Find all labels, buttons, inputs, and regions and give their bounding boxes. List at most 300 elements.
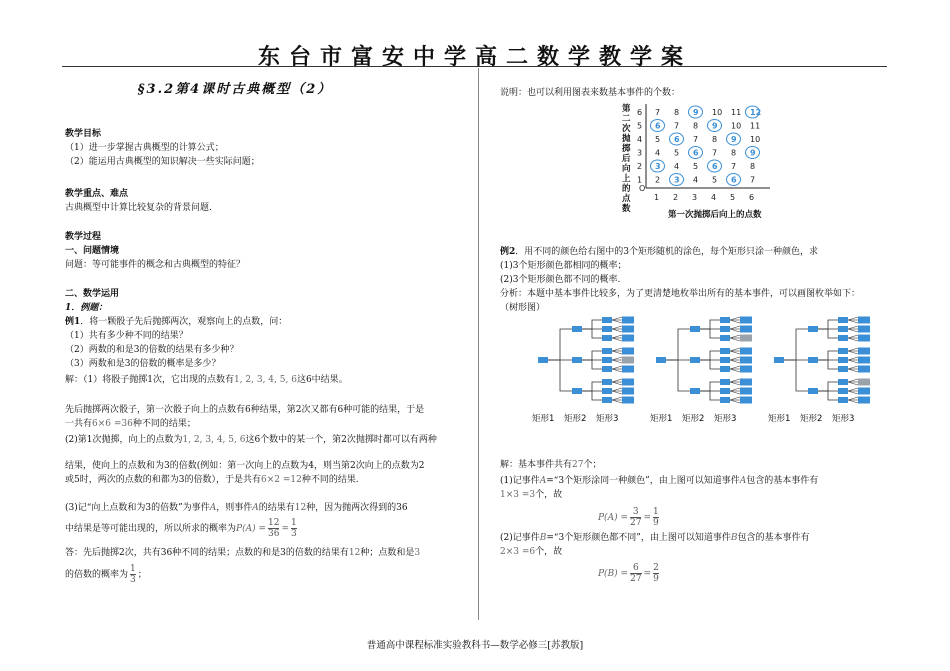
section-1-text: 问题：等可能事件的概念和古典概型的特征？ <box>65 260 246 270</box>
tree-node-level2 <box>720 366 730 372</box>
tree-leaf-branch <box>612 326 622 329</box>
example-2-text: ．用不同的颜色给右图中的3个矩形随机的涂色，每个矩形只涂一种颜色，求 <box>515 247 818 257</box>
grid-cell: 6 <box>655 121 661 131</box>
page-footer: 普通高中课程标准实验教科书—数学必修三[苏教版] <box>366 640 584 651</box>
event-b: B <box>539 533 547 543</box>
fraction-2-9 <box>653 563 659 584</box>
denominator: 9 <box>653 574 659 584</box>
tree-branch <box>700 329 720 338</box>
result-3-math: 1×3 =3 <box>500 490 536 500</box>
solution-6a: 或5时，两次的点数的和都为3的倍数），于是共有 <box>65 475 261 485</box>
tree-leaf-branch <box>730 338 740 341</box>
tree-leaf-branch <box>612 382 622 385</box>
tree-leaf <box>740 326 752 333</box>
goal-2: （2）能运用古典概型的知识解决一些实际问题； <box>65 157 260 167</box>
grid-x-tick: 4 <box>711 193 717 202</box>
result-line-4 <box>500 531 810 545</box>
solution-7b: ，则事件 <box>216 503 253 513</box>
tree-node-level2 <box>602 335 612 341</box>
solution-7-num: 12 <box>294 503 307 513</box>
tree-label: 矩形2 <box>682 414 705 424</box>
numerator: 1 <box>652 507 659 517</box>
denominator: 3 <box>130 575 136 585</box>
grid-cell: 7 <box>674 121 680 131</box>
grid-cell: 11 <box>731 108 742 117</box>
grid-x-tick: 6 <box>749 193 755 202</box>
tree-leaf-branch <box>612 369 622 372</box>
tree-leaf-branch <box>848 326 858 329</box>
tree-labels <box>530 412 880 426</box>
question-2: （2）两数的和是3的倍数的结果有多少种？ <box>65 345 239 355</box>
solution-line-7 <box>65 501 408 515</box>
tree-node-level2 <box>720 348 730 354</box>
grid-cell: 7 <box>731 162 737 171</box>
result-4c: 包含的基本事件有 <box>737 533 810 543</box>
tree-branch <box>818 360 838 369</box>
solution-6b: 种不同的结果. <box>301 475 359 485</box>
tree-node-level2 <box>720 317 730 323</box>
grid-cell: 6 <box>693 148 699 158</box>
grid-y-tick: 5 <box>637 121 643 131</box>
prob-a-right: P(A) = <box>598 513 628 523</box>
tree-node-level1 <box>690 388 700 394</box>
tree-leaf-branch <box>612 400 622 403</box>
grid-y-axis-label: 第二次抛掷后向上的点数 <box>622 104 631 214</box>
numerator: 2 <box>653 563 659 573</box>
numerator: 3 <box>632 507 639 517</box>
answer-1a: 答：先后抛掷2次，共有36种不同的结果；点数的和是3的倍数的结果有 <box>65 548 349 558</box>
solution-1a: 解：（1）将骰子抛掷1次，它出现的点数有 <box>65 375 234 385</box>
answer-2b: ； <box>137 570 147 580</box>
tree-leaf-branch <box>612 357 622 360</box>
tree-leaf-branch <box>730 320 740 323</box>
denominator: 27 <box>629 518 642 528</box>
tree-branch <box>818 320 838 329</box>
tree-leaf-branch <box>848 369 858 372</box>
tree-leaf-branch <box>848 338 858 341</box>
fraction-3-27 <box>630 507 641 528</box>
denominator: 3 <box>291 529 297 539</box>
tree-node-level2 <box>720 379 730 385</box>
tree-leaf-branch <box>848 348 858 351</box>
tree-caption: （树形图） <box>500 303 546 313</box>
example-2-label: 例2 <box>500 247 516 257</box>
tree-branch <box>818 382 838 391</box>
prob-a-label: P(A) = <box>236 524 266 534</box>
grid-y-tick: 6 <box>637 108 643 117</box>
tree-leaf <box>858 397 870 404</box>
example-1-text: ．将一颗骰子先后抛掷两次，观察向上的点数，问： <box>80 317 288 327</box>
result-1a: 解：基本事件共有 <box>500 460 573 470</box>
denominator: 27 <box>630 574 642 584</box>
tree-node-level2 <box>602 326 612 332</box>
tree-branch <box>818 329 838 338</box>
event-a-right: A <box>539 476 547 486</box>
page-header-title: 东台市富安中学高二数学教学案 <box>257 44 692 70</box>
tree-leaf-branch <box>612 366 622 369</box>
tree-node-level2 <box>720 326 730 332</box>
tree-leaf-branch <box>730 326 740 329</box>
column-divider <box>478 68 479 620</box>
grid-layer <box>637 104 770 202</box>
result-2b: =“3个矩形涂同一种颜色”，由上图可以知道事件 <box>546 476 740 486</box>
tree-node-level2 <box>720 388 730 394</box>
tree-node-level2 <box>720 397 730 403</box>
result-5-math: 2×3 =6 <box>500 547 536 557</box>
answer-num: 12 <box>348 548 361 558</box>
grid-cell: 7 <box>712 148 718 158</box>
solution-7c: 的结果有 <box>258 503 295 513</box>
tree-node-level1 <box>572 357 582 363</box>
event-a-2: A <box>252 503 259 513</box>
grid-x-tick: 5 <box>730 193 736 202</box>
tree-leaf-branch <box>612 391 622 394</box>
tree-branch <box>818 391 838 400</box>
tree-node-level2 <box>838 348 848 354</box>
tree-node-level2 <box>838 326 848 332</box>
tree-leaf-branch <box>848 388 858 391</box>
tree-diagrams <box>530 315 880 427</box>
tree-leaf <box>740 388 752 395</box>
tree-leaf-branch <box>730 397 740 400</box>
example-1-label: 例1 <box>65 317 81 327</box>
solution-1b: 这6中结果。 <box>296 375 348 385</box>
solution-line-2: 先后抛掷两次骰子，第一次骰子向上的点数有6种结果，第2次又都有6种可能的结果，于是 <box>65 405 425 415</box>
tree-leaf-branch <box>730 388 740 391</box>
tree-leaf-branch <box>730 391 740 394</box>
solution-line-3 <box>65 417 196 431</box>
tree-leaf-branch <box>730 317 740 320</box>
tree-leaf <box>858 348 870 355</box>
tree-leaf-branch <box>848 366 858 369</box>
tree-leaf-branch <box>612 320 622 323</box>
tree-leaf <box>622 317 634 324</box>
tree-leaf-branch <box>848 329 858 332</box>
result-5b: 个，故 <box>535 547 563 557</box>
tree-leaf <box>858 335 870 342</box>
tree-leaf <box>622 366 634 373</box>
grid-y-tick: 2 <box>637 162 643 171</box>
tree-leaf <box>858 388 870 395</box>
tree-leaf-branch <box>730 379 740 382</box>
process-heading: 教学过程 <box>65 232 102 242</box>
result-line-1 <box>500 458 601 472</box>
tree-leaf <box>740 357 752 364</box>
tree-leaf-branch <box>730 366 740 369</box>
grid-cell: 9 <box>750 148 756 158</box>
question-1: （1）共有多少种不同的结果？ <box>65 331 188 341</box>
tree-leaf <box>740 335 752 342</box>
tree-leaf <box>622 397 634 404</box>
tree-leaf-branch <box>848 382 858 385</box>
tree-branch <box>582 360 602 369</box>
tree-leaf <box>740 348 752 355</box>
solution-3-math: 6×6 =36 <box>92 419 133 429</box>
tree-branch <box>582 320 602 329</box>
solution-4b: 这6个数中的某一个，第2次抛掷时都可以有两种 <box>245 435 437 445</box>
grid-y-tick: 4 <box>637 135 643 144</box>
tree-node-level1 <box>572 388 582 394</box>
tree-leaf-branch <box>612 335 622 338</box>
tree-branch <box>784 329 808 360</box>
solution-1-set: 1, 2, 3, 4, 5, 6 <box>233 375 297 385</box>
tree-leaf <box>740 397 752 404</box>
grid-cell: 5 <box>655 135 661 144</box>
result-4b: =“3个矩形颜色都不同”，由上图可以知道事件 <box>546 533 731 543</box>
tree-node-level2 <box>602 388 612 394</box>
tree-leaf-branch <box>730 360 740 363</box>
tree-leaf-branch <box>612 351 622 354</box>
grid-x-tick: 1 <box>654 193 660 202</box>
solution-3a: 一共有 <box>65 419 93 429</box>
tree-branch <box>582 391 602 400</box>
result-line-2 <box>500 474 818 488</box>
header-rule <box>62 66 887 67</box>
example-heading: 1．例题： <box>65 303 108 313</box>
tree-branch <box>582 351 602 360</box>
result-3b: 个，故 <box>535 490 563 500</box>
tree-leaf-branch <box>612 388 622 391</box>
question-3: （3）两数和是3的倍数的概率是多少？ <box>65 359 221 369</box>
grid-cell: 8 <box>731 148 737 158</box>
tree-leaf-branch <box>848 379 858 382</box>
grid-cell: 9 <box>731 135 737 144</box>
tree-root <box>656 357 666 363</box>
solution-line-4 <box>65 433 437 447</box>
tree-node-level1 <box>808 357 818 363</box>
note-text: 说明：也可以利用图表来数基本事件的个数： <box>500 88 681 98</box>
grid-x-axis-label: 第一次抛掷后向上的点数 <box>668 210 762 220</box>
tree-leaf <box>858 366 870 373</box>
tree-leaf-branch <box>848 397 858 400</box>
result-line-5 <box>500 545 562 559</box>
grid-cell: 7 <box>655 108 661 117</box>
grid-origin: O <box>639 184 646 193</box>
tree-node-level1 <box>808 326 818 332</box>
result-2a: (1)记事件 <box>500 476 540 486</box>
grid-cell: 6 <box>731 175 737 185</box>
grid-cell: 8 <box>712 135 718 144</box>
tree-label: 矩形1 <box>650 414 673 424</box>
key-text: 古典概型中计算比较复杂的背景问题. <box>65 203 212 213</box>
fraction-1-3 <box>291 518 297 539</box>
solution-line-5: 结果，使向上的点数和为3的倍数(例如：第一次向上的点数为4，则当第2次向上的点数为2 <box>65 461 425 471</box>
tree-label: 矩形3 <box>714 414 737 424</box>
tree-leaf-branch <box>730 329 740 332</box>
fraction-12-36 <box>268 518 279 539</box>
answer-1b: 种；点数和是 <box>360 548 415 558</box>
grid-cell: 8 <box>750 162 756 171</box>
tree-node-level2 <box>602 366 612 372</box>
tree-branch <box>700 360 720 369</box>
tree-root <box>538 357 548 363</box>
tree-branch <box>548 329 572 360</box>
result-4a: (2)记事件 <box>500 533 540 543</box>
denominator: 9 <box>652 518 659 528</box>
solution-3b: 种不同的结果； <box>132 419 196 429</box>
result-1b: 个； <box>583 460 602 470</box>
grid-cell: 10 <box>750 135 761 144</box>
numerator: 12 <box>268 518 280 528</box>
grid-y-tick: 1 <box>637 175 643 185</box>
event-a: A <box>209 503 217 513</box>
tree-leaf <box>622 388 634 395</box>
tree-node-level2 <box>720 335 730 341</box>
tree-node-level1 <box>690 357 700 363</box>
fraction-1-9 <box>653 507 659 528</box>
tree-branch <box>700 351 720 360</box>
answer-line-1 <box>65 546 420 560</box>
grid-cell: 7 <box>750 175 756 185</box>
grid-cell: 8 <box>693 121 699 131</box>
grid-cell: 8 <box>674 108 680 117</box>
tree-leaf <box>622 379 634 386</box>
solution-4a: (2)第1次抛掷，向上的点数为 <box>65 435 183 445</box>
example-2 <box>500 245 818 259</box>
tree-node-level2 <box>602 348 612 354</box>
answer-line-2 <box>65 562 147 588</box>
tree-leaf-branch <box>612 329 622 332</box>
tree-leaf-branch <box>848 335 858 338</box>
dice-sum-grid <box>610 100 785 222</box>
numerator: 6 <box>632 563 639 573</box>
tree-leaf-branch <box>612 317 622 320</box>
tree-node-level1 <box>572 326 582 332</box>
tree-label: 矩形1 <box>532 414 555 424</box>
tree-leaf <box>858 326 870 333</box>
grid-cell: 6 <box>712 162 718 171</box>
tree-leaf-branch <box>848 317 858 320</box>
grid-cell: 5 <box>712 175 718 185</box>
event-a-right-2: A <box>739 476 747 486</box>
grid-cell: 4 <box>693 175 699 185</box>
denominator: 36 <box>268 529 280 539</box>
tree-branch <box>784 360 808 391</box>
solution-8a: 中结果是等可能出现的，所以所求的概率为 <box>65 524 237 534</box>
tree-leaf-branch <box>848 320 858 323</box>
grid-cell: 9 <box>693 108 699 117</box>
tree-label: 矩形1 <box>768 414 791 424</box>
tree-leaf <box>622 326 634 333</box>
solution-line-6 <box>65 473 359 487</box>
tree-branch <box>582 329 602 338</box>
tree-leaf-branch <box>848 357 858 360</box>
tree-node-level2 <box>838 317 848 323</box>
tree-leaf-branch <box>612 338 622 341</box>
result-2c: 包含的基本事件有 <box>746 476 819 486</box>
tree-branch <box>818 351 838 360</box>
result-1-math: 27 <box>572 460 584 470</box>
tree-leaf <box>740 317 752 324</box>
tree-leaf-branch <box>848 400 858 403</box>
tree-leaf <box>858 317 870 324</box>
section-2-heading: 二、数学运用 <box>65 289 120 299</box>
tree-leaf-branch <box>612 397 622 400</box>
tree-leaf-branch <box>612 348 622 351</box>
key-heading: 教学重点、难点 <box>65 189 129 199</box>
grid-cell: 10 <box>731 121 742 131</box>
grid-cell: 7 <box>693 135 699 144</box>
tree-root <box>774 357 784 363</box>
example-1 <box>65 315 287 329</box>
tree-node-level2 <box>838 357 848 363</box>
solution-line-8: 中结果是等可能出现的，所以所求的概率为P(A) = $\frac{12}{36}$ = $\frac{1}{3}$ <box>65 518 297 539</box>
grid-cell: 3 <box>674 175 680 185</box>
grid-cell: 11 <box>750 121 761 131</box>
solution-7d: 种，因为抛两次得到的36 <box>306 503 408 513</box>
tree-leaf-branch <box>730 357 740 360</box>
grid-cell: 6 <box>674 135 680 144</box>
grid-y-tick: 3 <box>637 148 643 158</box>
tree-node-level2 <box>838 335 848 341</box>
grid-cell: 5 <box>674 148 680 158</box>
tree-layer <box>538 317 870 404</box>
tree-leaf-branch <box>848 360 858 363</box>
grid-cell: 12 <box>750 108 762 117</box>
lesson-title: §3.2第4课时古典概型（2） <box>137 82 333 97</box>
tree-leaf <box>622 335 634 342</box>
fraction-answer <box>130 564 136 585</box>
goals-heading: 教学目标 <box>65 129 102 139</box>
tree-branch <box>700 391 720 400</box>
grid-x-tick: 3 <box>692 193 698 202</box>
numerator: 1 <box>130 564 136 574</box>
goal-1: （1）进一步掌握古典概型的计算公式； <box>65 143 224 153</box>
tree-node-level1 <box>690 326 700 332</box>
tree-node-level2 <box>720 357 730 363</box>
tree-branch <box>700 320 720 329</box>
result-line-3 <box>500 488 562 502</box>
fraction-6-27 <box>630 563 641 584</box>
grid-cell: 3 <box>655 162 661 171</box>
tree-node-level2 <box>602 397 612 403</box>
section-1-heading: 一、问题情境 <box>65 246 120 256</box>
tree-leaf <box>622 357 634 364</box>
analysis-text: 分析：本题中基本事件比较多，为了更清楚地枚举出所有的基本事件，可以画图枚举如下： <box>500 289 861 299</box>
tree-leaf-branch <box>612 379 622 382</box>
event-b-2: B <box>730 533 738 543</box>
tree-node-level2 <box>838 388 848 394</box>
solution-4-set: 1, 2, 3, 4, 5, 6 <box>182 435 246 445</box>
grid-cell: 9 <box>712 121 718 131</box>
grid-cell: 4 <box>674 162 680 171</box>
tree-label: 矩形2 <box>800 414 823 424</box>
tree-label: 矩形3 <box>596 414 619 424</box>
tree-branch <box>548 360 572 391</box>
tree-node-level2 <box>838 397 848 403</box>
solution-6-math: 6×2 =12 <box>260 475 302 485</box>
solution-line-1 <box>65 373 348 387</box>
tree-leaf <box>740 379 752 386</box>
tree-leaf <box>740 366 752 373</box>
tree-leaf-branch <box>730 348 740 351</box>
tree-node-level2 <box>602 317 612 323</box>
tree-leaf-branch <box>730 382 740 385</box>
tree-branch <box>582 382 602 391</box>
tree-branch <box>700 382 720 391</box>
tree-leaf-branch <box>848 391 858 394</box>
tree-leaf <box>858 357 870 364</box>
grid-cell: 2 <box>655 175 661 185</box>
answer-2a: 的倍数的概率为 <box>65 570 129 580</box>
prob-a-formula: P(A) = $\frac{3}{27}$ = $\frac{1}{9}$ <box>598 507 659 528</box>
answer-three: 3 <box>414 548 421 558</box>
tree-leaf-branch <box>730 369 740 372</box>
tree-branch <box>666 360 690 391</box>
tree-node-level2 <box>602 357 612 363</box>
tree-leaf-branch <box>730 335 740 338</box>
grid-x-tick: 2 <box>673 193 679 202</box>
